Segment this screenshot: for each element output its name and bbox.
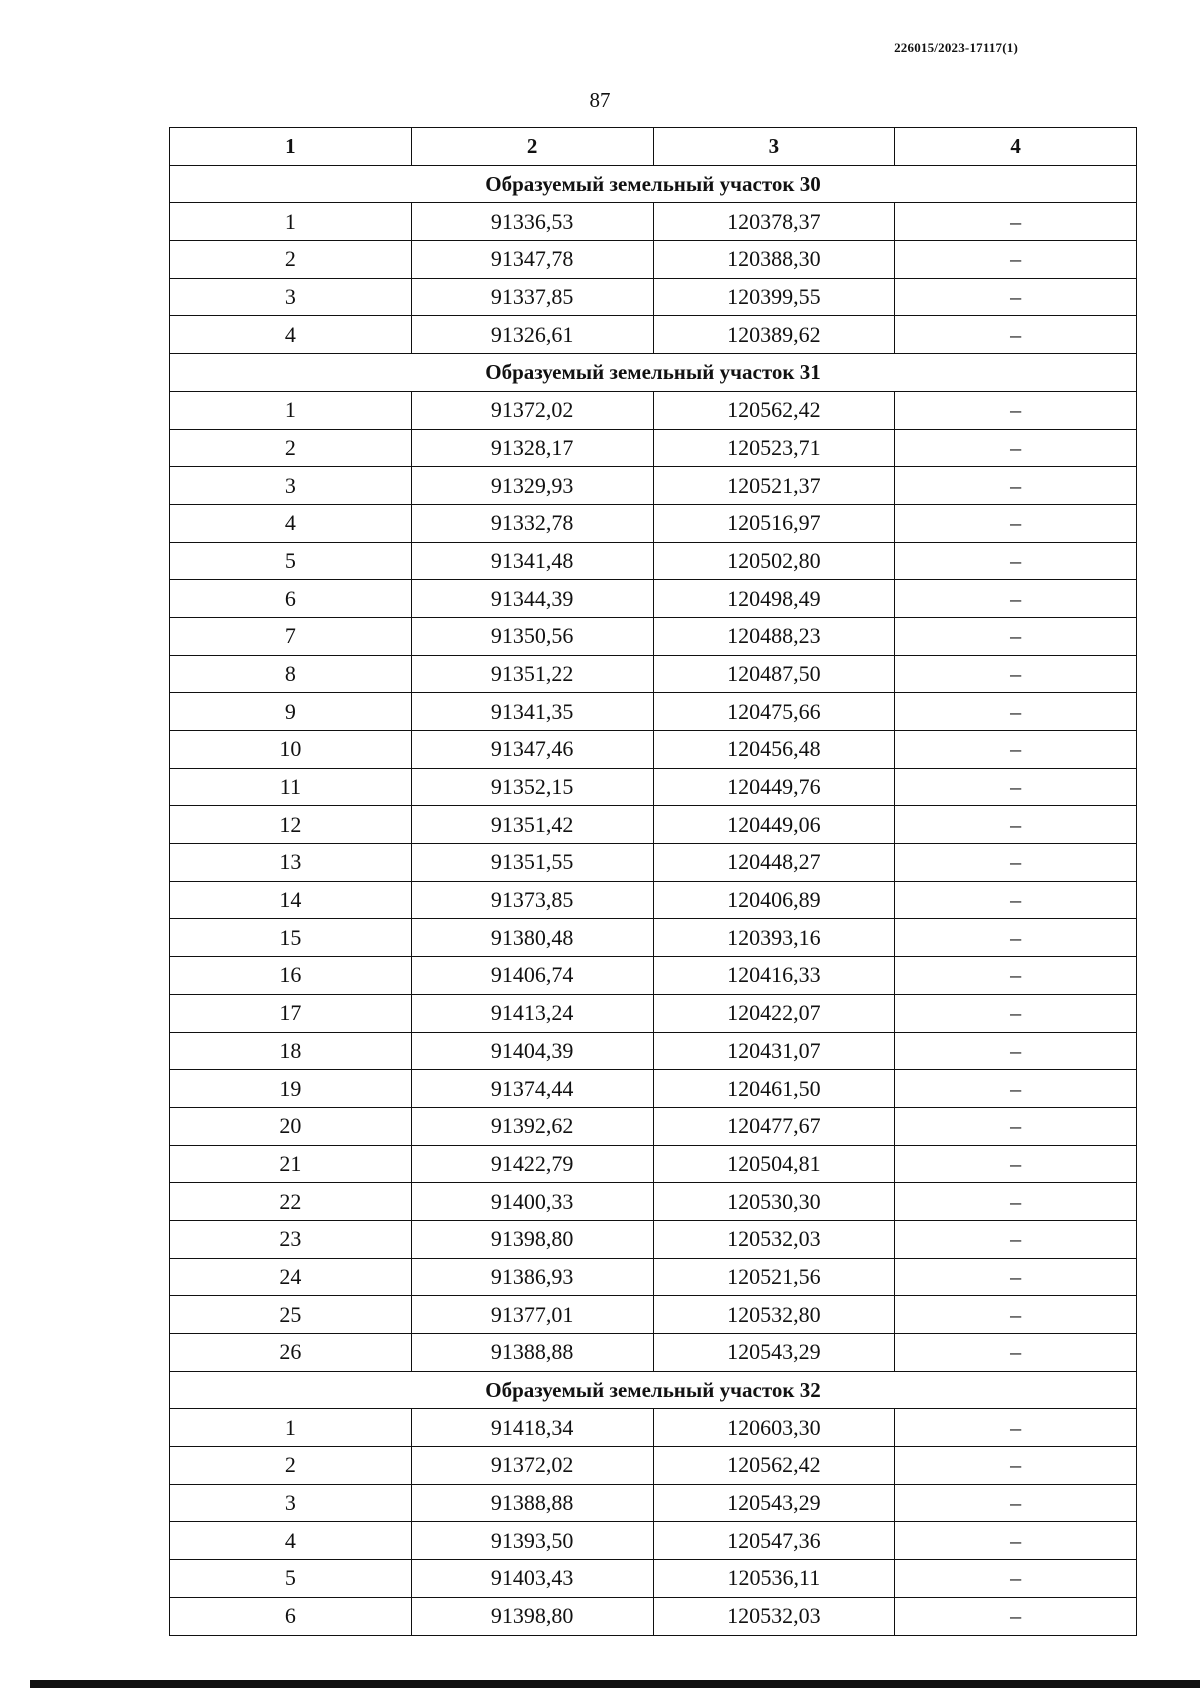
scan-edge-line [30, 1680, 1200, 1688]
table-row [170, 1107, 1137, 1145]
note-cell: – [895, 1522, 1137, 1560]
section-title: Образуемый земельный участок 32 [170, 1371, 1137, 1409]
x-coordinate-cell: 91400,33 [411, 1183, 653, 1221]
table-row [170, 580, 1137, 618]
x-coordinate-cell: 91377,01 [411, 1296, 653, 1334]
y-coordinate-cell: 120562,42 [653, 1447, 895, 1485]
section-title: Образуемый земельный участок 30 [170, 165, 1137, 203]
note-cell: – [895, 429, 1137, 467]
x-coordinate-cell: 91418,34 [411, 1409, 653, 1447]
x-coordinate-cell: 91347,46 [411, 731, 653, 769]
point-number-cell: 21 [170, 1145, 412, 1183]
point-number-cell: 12 [170, 806, 412, 844]
point-number-cell: 3 [170, 1484, 412, 1522]
y-coordinate-cell: 120388,30 [653, 241, 895, 279]
x-coordinate-cell: 91372,02 [411, 1447, 653, 1485]
table-row [170, 693, 1137, 731]
point-number-cell: 2 [170, 429, 412, 467]
x-coordinate-cell: 91352,15 [411, 768, 653, 806]
x-coordinate-cell: 91347,78 [411, 241, 653, 279]
x-coordinate-cell: 91413,24 [411, 994, 653, 1032]
table-row [170, 542, 1137, 580]
y-coordinate-cell: 120532,03 [653, 1597, 895, 1635]
x-coordinate-cell: 91372,02 [411, 391, 653, 429]
point-number-cell: 10 [170, 731, 412, 769]
note-cell: – [895, 467, 1137, 505]
y-coordinate-cell: 120399,55 [653, 278, 895, 316]
point-number-cell: 20 [170, 1107, 412, 1145]
y-coordinate-cell: 120461,50 [653, 1070, 895, 1108]
point-number-cell: 15 [170, 919, 412, 957]
point-number-cell: 1 [170, 391, 412, 429]
point-number-cell: 1 [170, 203, 412, 241]
point-number-cell: 18 [170, 1032, 412, 1070]
page-number: 87 [589, 88, 611, 112]
x-coordinate-cell: 91337,85 [411, 278, 653, 316]
table-row [170, 1296, 1137, 1334]
y-coordinate-cell: 120532,80 [653, 1296, 895, 1334]
x-coordinate-cell: 91398,80 [411, 1220, 653, 1258]
table-row [170, 467, 1137, 505]
y-coordinate-cell: 120488,23 [653, 617, 895, 655]
note-cell: – [895, 655, 1137, 693]
note-cell: – [895, 1560, 1137, 1598]
table-row [170, 1560, 1137, 1598]
note-cell: – [895, 693, 1137, 731]
x-coordinate-cell: 91350,56 [411, 617, 653, 655]
y-coordinate-cell: 120523,71 [653, 429, 895, 467]
x-coordinate-cell: 91386,93 [411, 1258, 653, 1296]
table-row [170, 1220, 1137, 1258]
column-header: 2 [411, 128, 653, 166]
y-coordinate-cell: 120406,89 [653, 881, 895, 919]
y-coordinate-cell: 120532,03 [653, 1220, 895, 1258]
y-coordinate-cell: 120475,66 [653, 693, 895, 731]
note-cell: – [895, 542, 1137, 580]
point-number-cell: 23 [170, 1220, 412, 1258]
x-coordinate-cell: 91341,48 [411, 542, 653, 580]
point-number-cell: 19 [170, 1070, 412, 1108]
section-row [170, 354, 1137, 392]
x-coordinate-cell: 91329,93 [411, 467, 653, 505]
table-row [170, 429, 1137, 467]
note-cell: – [895, 1409, 1137, 1447]
table-row [170, 768, 1137, 806]
note-cell: – [895, 1070, 1137, 1108]
point-number-cell: 4 [170, 504, 412, 542]
point-number-cell: 8 [170, 655, 412, 693]
note-cell: – [895, 1334, 1137, 1372]
x-coordinate-cell: 91336,53 [411, 203, 653, 241]
note-cell: – [895, 881, 1137, 919]
y-coordinate-cell: 120543,29 [653, 1334, 895, 1372]
y-coordinate-cell: 120389,62 [653, 316, 895, 354]
table-row [170, 881, 1137, 919]
note-cell: – [895, 1145, 1137, 1183]
x-coordinate-cell: 91332,78 [411, 504, 653, 542]
note-cell: – [895, 1183, 1137, 1221]
table-header-row [170, 128, 1137, 166]
note-cell: – [895, 241, 1137, 279]
column-header: 1 [170, 128, 412, 166]
y-coordinate-cell: 120449,76 [653, 768, 895, 806]
y-coordinate-cell: 120516,97 [653, 504, 895, 542]
table-row [170, 278, 1137, 316]
y-coordinate-cell: 120521,37 [653, 467, 895, 505]
point-number-cell: 5 [170, 1560, 412, 1598]
x-coordinate-cell: 91388,88 [411, 1484, 653, 1522]
point-number-cell: 1 [170, 1409, 412, 1447]
table-body [170, 165, 1137, 1635]
note-cell: – [895, 1258, 1137, 1296]
point-number-cell: 3 [170, 278, 412, 316]
section-title: Образуемый земельный участок 31 [170, 354, 1137, 392]
table-row [170, 957, 1137, 995]
section-row [170, 165, 1137, 203]
y-coordinate-cell: 120547,36 [653, 1522, 895, 1560]
point-number-cell: 25 [170, 1296, 412, 1334]
y-coordinate-cell: 120487,50 [653, 655, 895, 693]
x-coordinate-cell: 91392,62 [411, 1107, 653, 1145]
note-cell: – [895, 731, 1137, 769]
y-coordinate-cell: 120536,11 [653, 1560, 895, 1598]
point-number-cell: 24 [170, 1258, 412, 1296]
table-row [170, 1522, 1137, 1560]
x-coordinate-cell: 91388,88 [411, 1334, 653, 1372]
y-coordinate-cell: 120603,30 [653, 1409, 895, 1447]
x-coordinate-cell: 91344,39 [411, 580, 653, 618]
note-cell: – [895, 1484, 1137, 1522]
table-row [170, 844, 1137, 882]
y-coordinate-cell: 120502,80 [653, 542, 895, 580]
note-cell: – [895, 203, 1137, 241]
note-cell: – [895, 617, 1137, 655]
note-cell: – [895, 580, 1137, 618]
x-coordinate-cell: 91373,85 [411, 881, 653, 919]
point-number-cell: 11 [170, 768, 412, 806]
point-number-cell: 4 [170, 316, 412, 354]
point-number-cell: 6 [170, 1597, 412, 1635]
point-number-cell: 17 [170, 994, 412, 1032]
point-number-cell: 5 [170, 542, 412, 580]
table-row [170, 806, 1137, 844]
document-number: 226015/2023-17117(1) [894, 40, 1018, 55]
point-number-cell: 4 [170, 1522, 412, 1560]
x-coordinate-cell: 91393,50 [411, 1522, 653, 1560]
table-row [170, 391, 1137, 429]
point-number-cell: 2 [170, 241, 412, 279]
point-number-cell: 3 [170, 467, 412, 505]
note-cell: – [895, 278, 1137, 316]
section-row [170, 1371, 1137, 1409]
x-coordinate-cell: 91380,48 [411, 919, 653, 957]
table-row [170, 203, 1137, 241]
note-cell: – [895, 806, 1137, 844]
note-cell: – [895, 391, 1137, 429]
note-cell: – [895, 1032, 1137, 1070]
point-number-cell: 2 [170, 1447, 412, 1485]
note-cell: – [895, 1447, 1137, 1485]
table-row [170, 1145, 1137, 1183]
x-coordinate-cell: 91403,43 [411, 1560, 653, 1598]
table-row [170, 994, 1137, 1032]
y-coordinate-cell: 120393,16 [653, 919, 895, 957]
y-coordinate-cell: 120530,30 [653, 1183, 895, 1221]
y-coordinate-cell: 120504,81 [653, 1145, 895, 1183]
y-coordinate-cell: 120562,42 [653, 391, 895, 429]
point-number-cell: 16 [170, 957, 412, 995]
note-cell: – [895, 957, 1137, 995]
note-cell: – [895, 1220, 1137, 1258]
table-row [170, 1484, 1137, 1522]
table-row [170, 1597, 1137, 1635]
table-row [170, 731, 1137, 769]
column-header: 4 [895, 128, 1137, 166]
point-number-cell: 26 [170, 1334, 412, 1372]
coordinates-table [169, 127, 1137, 1636]
x-coordinate-cell: 91422,79 [411, 1145, 653, 1183]
y-coordinate-cell: 120431,07 [653, 1032, 895, 1070]
y-coordinate-cell: 120456,48 [653, 731, 895, 769]
x-coordinate-cell: 91374,44 [411, 1070, 653, 1108]
table-row [170, 1258, 1137, 1296]
x-coordinate-cell: 91351,22 [411, 655, 653, 693]
note-cell: – [895, 1107, 1137, 1145]
x-coordinate-cell: 91398,80 [411, 1597, 653, 1635]
point-number-cell: 14 [170, 881, 412, 919]
y-coordinate-cell: 120448,27 [653, 844, 895, 882]
table-row [170, 1183, 1137, 1221]
note-cell: – [895, 994, 1137, 1032]
table-row [170, 1032, 1137, 1070]
x-coordinate-cell: 91406,74 [411, 957, 653, 995]
point-number-cell: 6 [170, 580, 412, 618]
y-coordinate-cell: 120521,56 [653, 1258, 895, 1296]
x-coordinate-cell: 91341,35 [411, 693, 653, 731]
note-cell: – [895, 316, 1137, 354]
note-cell: – [895, 768, 1137, 806]
table-row [170, 1409, 1137, 1447]
table-row [170, 1334, 1137, 1372]
note-cell: – [895, 504, 1137, 542]
note-cell: – [895, 919, 1137, 957]
table-row [170, 504, 1137, 542]
y-coordinate-cell: 120416,33 [653, 957, 895, 995]
x-coordinate-cell: 91326,61 [411, 316, 653, 354]
x-coordinate-cell: 91404,39 [411, 1032, 653, 1070]
x-coordinate-cell: 91351,55 [411, 844, 653, 882]
note-cell: – [895, 1597, 1137, 1635]
point-number-cell: 9 [170, 693, 412, 731]
point-number-cell: 22 [170, 1183, 412, 1221]
note-cell: – [895, 844, 1137, 882]
y-coordinate-cell: 120477,67 [653, 1107, 895, 1145]
y-coordinate-cell: 120378,37 [653, 203, 895, 241]
x-coordinate-cell: 91328,17 [411, 429, 653, 467]
point-number-cell: 7 [170, 617, 412, 655]
note-cell: – [895, 1296, 1137, 1334]
x-coordinate-cell: 91351,42 [411, 806, 653, 844]
table-row [170, 241, 1137, 279]
y-coordinate-cell: 120422,07 [653, 994, 895, 1032]
y-coordinate-cell: 120543,29 [653, 1484, 895, 1522]
table-row [170, 919, 1137, 957]
table-row [170, 316, 1137, 354]
y-coordinate-cell: 120449,06 [653, 806, 895, 844]
table-row [170, 1070, 1137, 1108]
y-coordinate-cell: 120498,49 [653, 580, 895, 618]
point-number-cell: 13 [170, 844, 412, 882]
table-row [170, 617, 1137, 655]
table-row [170, 1447, 1137, 1485]
column-header: 3 [653, 128, 895, 166]
table-row [170, 655, 1137, 693]
